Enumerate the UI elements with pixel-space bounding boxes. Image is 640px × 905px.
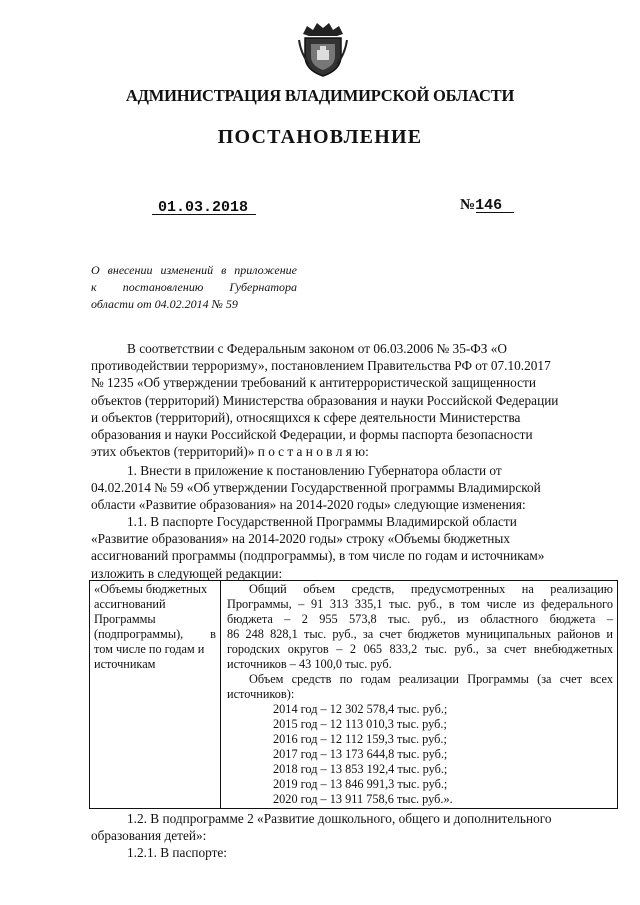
- text-line: образования детей»:: [91, 828, 207, 844]
- year-line: 2020 год – 13 911 758,6 тыс. руб.».: [273, 792, 453, 806]
- table-row: [90, 581, 618, 809]
- year-line: 2014 год – 12 302 578,4 тыс. руб.;: [273, 702, 448, 716]
- subject-line: области от 04.02.2014 № 59: [91, 297, 238, 311]
- text-line: «Развитие образования» на 2014-2020 годы» строку «Объемы бюджетных: [91, 531, 510, 547]
- text-line: этих объектов (территорий)» п о с т а н о в л я ю:: [91, 444, 369, 460]
- cell-line: источникам: [94, 657, 156, 671]
- item-1-1-paragraph: [91, 513, 615, 582]
- text-line: противодействии терроризму», постановлением Правительства РФ от 07.10.2017: [91, 358, 551, 374]
- cell-line: ассигнований: [94, 597, 166, 611]
- cell-line: бюджета – 2 955 573,8 тыс. руб., из областного бюджета –: [227, 612, 613, 626]
- document-subject: [91, 262, 297, 313]
- cell-line: Программы, – 91 313 335,1 тыс. руб., в том числе из федерального: [227, 597, 613, 611]
- text-line: и объектов (территорий), относящихся к сфере деятельности Министерства: [91, 409, 521, 425]
- coat-of-arms-emblem: [297, 20, 349, 78]
- cell-line: «Объемы бюджетных: [94, 582, 208, 596]
- text-line: образования и науки Российской Федерации, и формы паспорта безопасности: [91, 427, 533, 443]
- item-1-2-1-paragraph: [91, 844, 615, 861]
- date-underline: [152, 214, 256, 215]
- number-prefix: №: [460, 197, 476, 213]
- text-line: 1.1. В паспорте Государственной Программы Владимирской области: [127, 514, 517, 529]
- year-line: 2018 год – 13 853 192,4 тыс. руб.;: [273, 762, 448, 776]
- text-line: 1. Внести в приложение к постановлению Губернатора области от: [127, 463, 502, 478]
- text-line: изложить в следующей редакции:: [91, 565, 283, 581]
- text-line: области «Развитие образования» на 2014-2020 годы» следующие изменения:: [91, 497, 526, 513]
- number-value: 146: [475, 197, 503, 214]
- text-line: В соответствии с Федеральным законом от 06.03.2006 № 35-ФЗ «О: [127, 341, 508, 356]
- item-1-paragraph: [91, 462, 615, 514]
- cell-line: источников – 43 100,0 тыс. руб.: [227, 657, 392, 671]
- text-line: 04.02.2014 № 59 «Об утверждении Государственной программы Владимирской: [91, 480, 541, 496]
- subject-line: О внесении изменений в приложение: [91, 263, 297, 277]
- table-cell-value: [221, 581, 618, 809]
- item-1-2-paragraph: [91, 810, 615, 844]
- text-line: № 1235 «Об утверждении требований к антитеррористической защищенности: [91, 375, 536, 391]
- year-line: 2017 год – 13 173 644,8 тыс. руб.;: [273, 747, 448, 761]
- cell-line: городских округов – 2 065 833,2 тыс. руб., за счет внебюджетных: [227, 642, 613, 656]
- preamble-paragraph: [91, 340, 615, 460]
- text-line: 1.2.1. В паспорте:: [127, 845, 227, 860]
- text-line: ассигнований программы (подпрограммы), в том числе по годам и источникам»: [91, 548, 545, 564]
- cell-line: 86 248 828,1 тыс. руб., за счет бюджетов муниципальных районов и: [227, 627, 613, 641]
- subject-line: к постановлению Губернатора: [91, 280, 297, 294]
- document-date: 01.03.2018: [158, 199, 249, 216]
- year-line: 2016 год – 12 112 159,3 тыс. руб.;: [273, 732, 447, 746]
- cell-line: Общий объем средств, предусмотренных на реализацию: [249, 582, 613, 596]
- budget-table: [89, 580, 618, 809]
- text-line: объектов (территорий) Министерства образования и науки Российской Федерации: [91, 392, 559, 408]
- number-underline: [476, 212, 514, 213]
- cell-line: Программы: [94, 612, 156, 626]
- document-type: ПОСТАНОВЛЕНИЕ: [217, 126, 423, 148]
- year-line: 2015 год – 12 113 010,3 тыс. руб.;: [273, 717, 447, 731]
- organization-name: АДМИНИСТРАЦИЯ ВЛАДИМИРСКОЙ ОБЛАСТИ: [125, 86, 515, 105]
- table-cell-label: [90, 581, 221, 809]
- cell-line: источников):: [227, 687, 295, 701]
- cell-line: том числе по годам и: [94, 642, 205, 656]
- text-line: 1.2. В подпрограмме 2 «Развитие дошкольного, общего и дополнительного: [127, 811, 552, 826]
- cell-line: (подпрограммы), в: [94, 627, 216, 641]
- cell-line: Объем средств по годам реализации Программы (за счет всех: [249, 672, 613, 686]
- year-line: 2019 год – 13 846 991,3 тыс. руб.;: [273, 777, 448, 791]
